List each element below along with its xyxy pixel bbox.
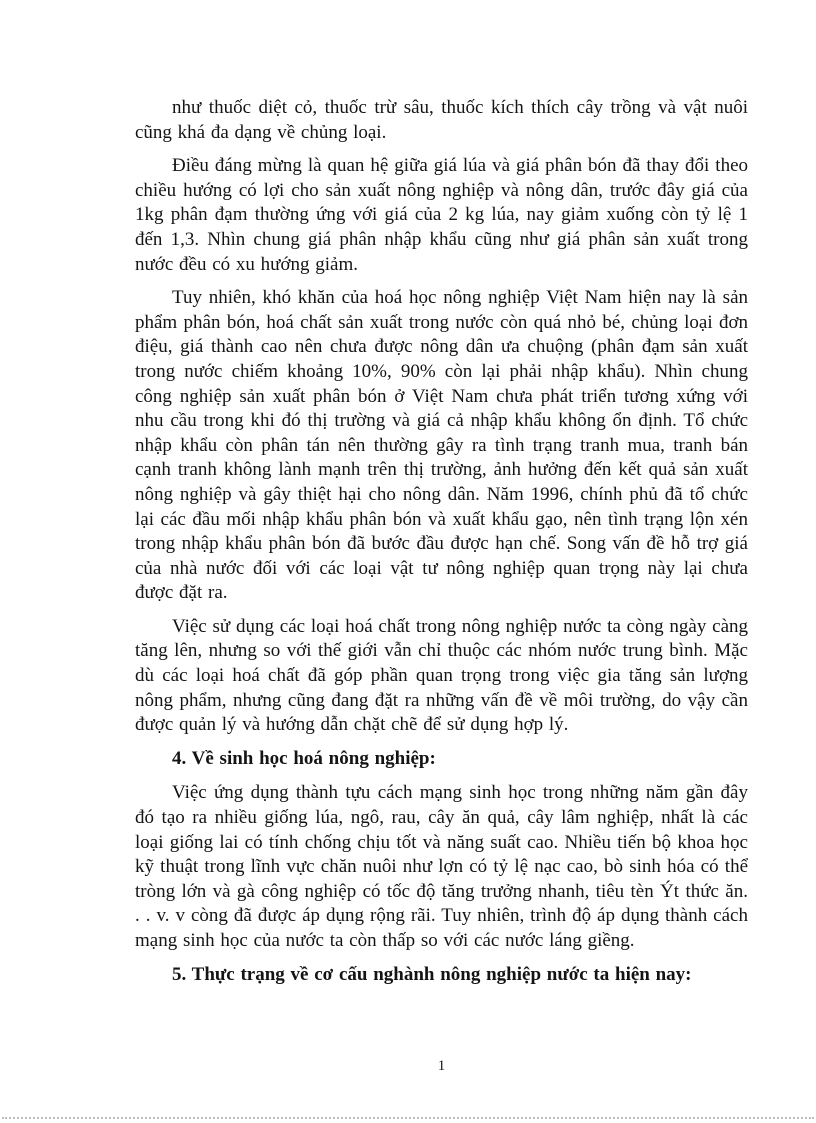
section-heading-4-biology: 4. Về sinh học hoá nông nghiệp: (172, 747, 436, 769)
paragraph-continued-from-previous-page: như thuốc diệt cỏ, thuốc trừ sâu, thuốc kích thích cây trồng và vật nuôi cũng khá đa dạng về chủng loại. (135, 97, 748, 143)
page-number: 1 (437, 1058, 446, 1074)
paragraph-agro-chemistry-difficulties: Tuy nhiên, khó khăn của hoá học nông nghiệp Việt Nam hiện nay là sản phẩm phân bón, hoá chất sản xuất trong nước còn quá nhỏ bé, chủng loại đơn điệu, giá thành cao nên chưa được nông dân ưa chuộng (phân đạm sản xuất trong nước chiếm khoảng 10%, 90% còn lại phải nhập khẩu). Nhìn chung công nghiệp sản xuất phân bón ở Việt Nam chưa phát triển tương xứng với nhu cầu trong khi đó thị trường và giá cả nhập khẩu không ổn định. Tổ chức nhập khẩu còn phân tán nên thường gây ra tình trạng tranh mua, tranh bán cạnh tranh không lành mạnh trên thị trường, ảnh hưởng đến kết quả sản xuất nông nghiệp và gây thiệt hại cho nông dân. Năm 1996, chính phủ đã tổ chức lại các đầu mối nhập khẩu phân bón và xuất khẩu gạo, nên tình trạng lộn xén trong nhập khẩu phân bón đã bước đầu được hạn chế. Song vấn đề hỗ trợ giá của nhà nước đối với các loại vật tư nông nghiệp quan trọng này lại chưa được đặt ra. (135, 287, 748, 604)
paragraph-fertilizer-rice-price: Điều đáng mừng là quan hệ giữa giá lúa và giá phân bón đã thay đổi theo chiều hướng có lợi cho sản xuất nông nghiệp và nông dân, trước đây giá của 1kg phân đạm thường ứng với giá của 2 kg lúa, nay giảm xuống còn tỷ lệ 1 đến 1,3. Nhìn chung giá phân nhập khẩu cũng như giá phân sản xuất trong nước đều có xu hướng giảm. (135, 155, 748, 275)
paragraph-biology-application: Việc ứng dụng thành tựu cách mạng sinh học trong những năm gần đây đó tạo ra nhiều giống lúa, ngô, rau, cây ăn quả, cây lâm nghiệp, nhất là các loại giống lai có tính chống chịu tốt và năng suất cao. Nhiều tiến bộ khoa học kỹ thuật trong lĩnh vực chăn nuôi như lợn có tỷ lệ nạc cao, bò sinh hóa có thể tròng lớn và gà công nghiệp có tốc độ tăng trưởng nhanh, tiêu tèn Ýt thức ăn. . . v. v còng đã được áp dụng rộng rãi. Tuy nhiên, trình độ áp dụng thành cách mạng sinh học của nước ta còn thấp so với các nước láng giềng. (135, 782, 748, 951)
section-heading-5-agriculture-structure: 5. Thực trạng về cơ cấu nghành nông nghiệp nước ta hiện nay: (172, 963, 692, 985)
page-footer (135, 1056, 748, 1076)
page-boundary-dotted-line (2, 1117, 814, 1119)
paragraph-chemical-usage-trend: Việc sử dụng các loại hoá chất trong nông nghiệp nước ta còng ngày càng tăng lên, nhưng so với thế giới vẫn chỉ thuộc các nhóm nước trung bình. Mặc dù các loại hoá chất đã góp phần quan trọng trong việc gia tăng sản lượng nông phẩm, nhưng cũng đang đặt ra những vấn đề về môi trường, do vậy cần được quản lý và hướng dẫn chặt chẽ để sử dụng hợp lý. (135, 615, 748, 736)
document-body (135, 96, 748, 997)
